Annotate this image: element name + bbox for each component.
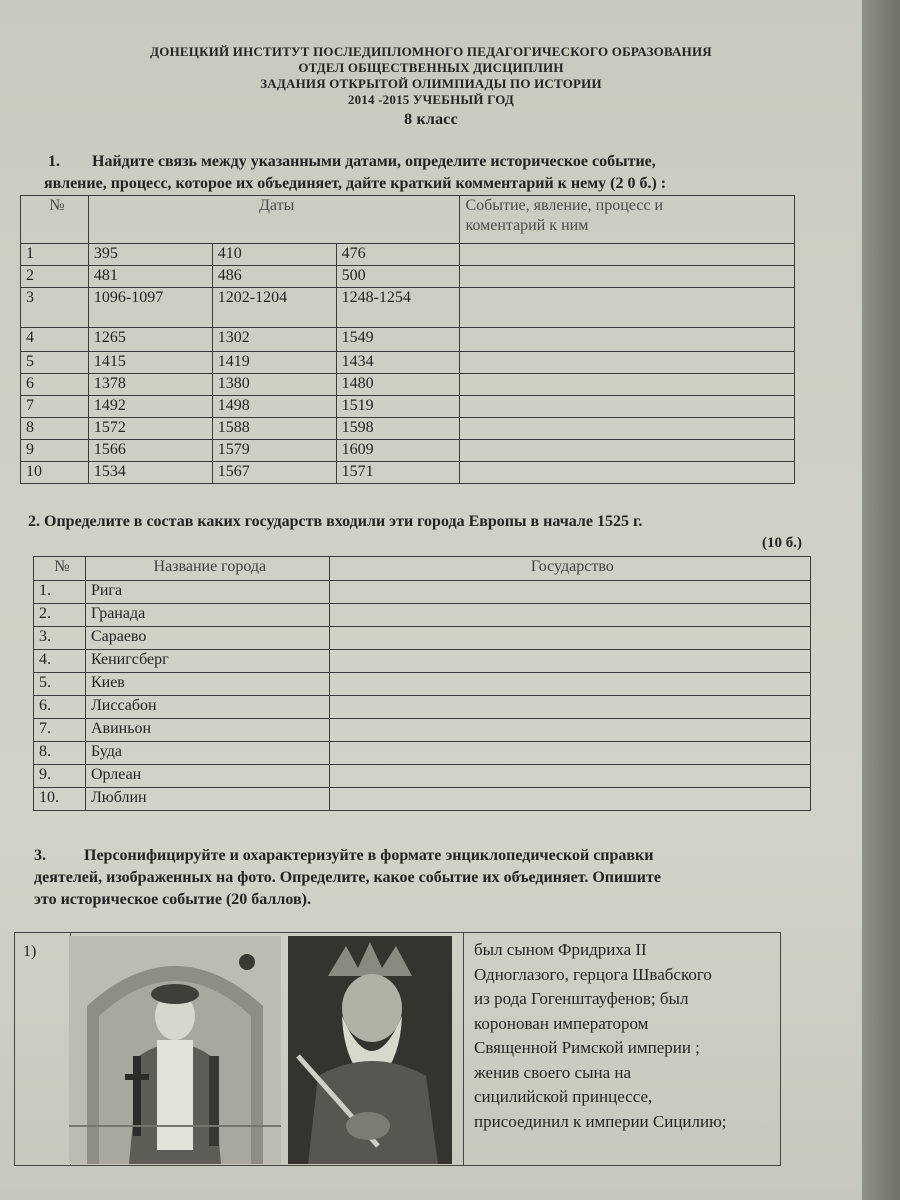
dates-row <box>21 418 795 440</box>
city-row <box>34 581 811 604</box>
dates-row-date1: 1534 <box>88 462 212 484</box>
dates-row-date3: 1248-1254 <box>336 288 460 328</box>
dates-row-num: 1 <box>21 244 89 266</box>
city-row-name: Люблин <box>85 788 329 811</box>
city-row-state-field <box>329 673 810 696</box>
dates-row-answer-field <box>460 288 795 328</box>
dates-row-date3: 500 <box>336 266 460 288</box>
dates-row-num: 10 <box>21 462 89 484</box>
dates-row-date3: 1549 <box>336 328 460 352</box>
dates-row-date1: 1378 <box>88 374 212 396</box>
background-surface <box>862 0 900 1200</box>
city-row <box>34 765 811 788</box>
city-row-num: 1. <box>34 581 86 604</box>
city-row-name: Гранада <box>85 604 329 627</box>
dates-row-date1: 1566 <box>88 440 212 462</box>
bio-line: Одноглазого, герцога Швабского <box>474 964 712 984</box>
dates-row-num: 6 <box>21 374 89 396</box>
dates-row-answer-field <box>460 266 795 288</box>
dates-row-date1: 1572 <box>88 418 212 440</box>
city-row <box>34 673 811 696</box>
task2-points: (10 б.) <box>762 535 802 551</box>
city-row-state-field <box>329 627 810 650</box>
task1-text-line2: явление, процесс, которое их объединяет, дайте краткий комментарий к нему (2 0 б.) : <box>44 175 667 192</box>
city-row-state-field <box>329 581 810 604</box>
dates-row-date2: 1302 <box>212 328 336 352</box>
dates-row <box>21 352 795 374</box>
dates-row-date1: 1415 <box>88 352 212 374</box>
dates-row <box>21 462 795 484</box>
dates-row-date3: 1519 <box>336 396 460 418</box>
dates-row-num: 3 <box>21 288 89 328</box>
dates-row-answer-field <box>460 352 795 374</box>
city-row <box>34 719 811 742</box>
dates-row-date2: 1202-1204 <box>212 288 336 328</box>
cities-table <box>33 556 811 811</box>
header-title: ЗАДАНИЯ ОТКРЫТОЙ ОЛИМПИАДЫ ПО ИСТОРИИ <box>260 76 602 91</box>
header-institute: ДОНЕЦКИЙ ИНСТИТУТ ПОСЛЕДИПЛОМНОГО ПЕДАГОГИЧЕСКОГО ОБРАЗОВАНИЯ <box>150 44 712 59</box>
dates-row-answer-field <box>460 328 795 352</box>
city-row-num: 3. <box>34 627 86 650</box>
dates-row-answer-field <box>460 244 795 266</box>
city-row-num: 10. <box>34 788 86 811</box>
portrait-bio-text <box>474 938 727 1134</box>
portrait-item-label: 1) <box>23 943 37 960</box>
city-row-num: 6. <box>34 696 86 719</box>
dates-row-date2: 1380 <box>212 374 336 396</box>
city-row <box>34 788 811 811</box>
dates-row <box>21 440 795 462</box>
dates-row-num: 2 <box>21 266 89 288</box>
dates-row-date1: 395 <box>88 244 212 266</box>
dates-row-date3: 476 <box>336 244 460 266</box>
dates-row <box>21 374 795 396</box>
dates-table <box>20 195 795 484</box>
city-row-num: 9. <box>34 765 86 788</box>
dates-header-event-line2: коментарий к ним <box>465 217 589 234</box>
city-row <box>34 742 811 765</box>
dates-row-answer-field <box>460 396 795 418</box>
task3-text-line2: деятелей, изображенных на фото. Определите, какое событие их объединяет. Опишите <box>34 869 661 886</box>
city-row-state-field <box>329 788 810 811</box>
dates-row-date2: 1567 <box>212 462 336 484</box>
city-row-state-field <box>329 765 810 788</box>
city-row <box>34 604 811 627</box>
city-row-name: Буда <box>85 742 329 765</box>
dates-row <box>21 328 795 352</box>
dates-row-date3: 1434 <box>336 352 460 374</box>
city-row-num: 7. <box>34 719 86 742</box>
bio-line: из рода Гогенштауфенов; был <box>474 989 689 1008</box>
city-row-state-field <box>329 650 810 673</box>
task1-number: 1. <box>48 153 60 170</box>
dates-row-num: 7 <box>21 396 89 418</box>
city-row-state-field <box>329 696 810 719</box>
dates-row-num: 5 <box>21 352 89 374</box>
bio-line: присоединил к империи Сицилию; <box>474 1111 727 1131</box>
portrait-engraving-image <box>288 936 452 1164</box>
cities-header-city: Название города <box>85 557 329 581</box>
dates-row-answer-field <box>460 462 795 484</box>
city-row-num: 4. <box>34 650 86 673</box>
city-row-name: Орлеан <box>85 765 329 788</box>
dates-row <box>21 244 795 266</box>
city-row-state-field <box>329 719 810 742</box>
dates-header-event <box>460 196 795 244</box>
city-row-name: Лиссабон <box>85 696 329 719</box>
dates-row-date1: 1492 <box>88 396 212 418</box>
city-row-num: 8. <box>34 742 86 765</box>
dates-row-num: 9 <box>21 440 89 462</box>
city-row <box>34 696 811 719</box>
city-row-name: Сараево <box>85 627 329 650</box>
city-row <box>34 627 811 650</box>
task3-text-line3: это историческое событие (20 баллов). <box>34 891 311 908</box>
dates-row-date1: 1096-1097 <box>88 288 212 328</box>
dates-row-date3: 1480 <box>336 374 460 396</box>
dates-row-date2: 1588 <box>212 418 336 440</box>
city-row-num: 5. <box>34 673 86 696</box>
bio-line: Священной Римской империи ; <box>474 1038 700 1057</box>
dates-row-date2: 1419 <box>212 352 336 374</box>
dates-row-answer-field <box>460 418 795 440</box>
header-department: ОТДЕЛ ОБЩЕСТВЕННЫХ ДИСЦИПЛИН <box>298 60 564 75</box>
dates-row <box>21 266 795 288</box>
dates-row-answer-field <box>460 440 795 462</box>
dates-row-date3: 1609 <box>336 440 460 462</box>
dates-header-dates: Даты <box>88 196 460 244</box>
dates-row-date3: 1598 <box>336 418 460 440</box>
dates-row-num: 8 <box>21 418 89 440</box>
dates-row-date2: 410 <box>212 244 336 266</box>
task1-text-line1: Найдите связь между указанными датами, определите историческое событие, <box>92 153 656 170</box>
city-row-name: Киев <box>85 673 329 696</box>
dates-header-event-line1: Событие, явление, процесс и <box>465 197 664 214</box>
bio-line: женив своего сына на <box>474 1062 632 1082</box>
city-row-state-field <box>329 604 810 627</box>
dates-row-num: 4 <box>21 328 89 352</box>
portrait-mosaic-image <box>69 936 281 1164</box>
city-row-name: Кенигсберг <box>85 650 329 673</box>
bio-line: был сыном Фридриха II <box>474 940 647 959</box>
dates-row-date1: 481 <box>88 266 212 288</box>
task3-number: 3. <box>34 847 46 864</box>
dates-header-num: № <box>21 196 89 244</box>
city-row-num: 2. <box>34 604 86 627</box>
bio-line: коронован императором <box>474 1013 649 1033</box>
dates-row <box>21 396 795 418</box>
dates-row-date1: 1265 <box>88 328 212 352</box>
dates-row-answer-field <box>460 374 795 396</box>
city-row <box>34 650 811 673</box>
cities-header-num: № <box>34 557 86 581</box>
dates-row-date2: 1579 <box>212 440 336 462</box>
dates-row-date3: 1571 <box>336 462 460 484</box>
cities-header-state: Государство <box>329 557 810 581</box>
city-row-state-field <box>329 742 810 765</box>
bio-line: сицилийской принцессе, <box>474 1087 653 1106</box>
dates-row <box>21 288 795 328</box>
header-grade: 8 класс <box>404 111 458 128</box>
dates-row-date2: 1498 <box>212 396 336 418</box>
header-year: 2014 -2015 УЧЕБНЫЙ ГОД <box>347 92 515 107</box>
city-row-name: Рига <box>85 581 329 604</box>
task3-text-line1: Персонифицируйте и охарактеризуйте в формате энциклопедической справки <box>84 847 654 864</box>
city-row-name: Авиньон <box>85 719 329 742</box>
dates-row-date2: 486 <box>212 266 336 288</box>
task2-text: 2. Определите в состав каких государств входили эти города Европы в начале 1525 г. <box>28 513 643 530</box>
